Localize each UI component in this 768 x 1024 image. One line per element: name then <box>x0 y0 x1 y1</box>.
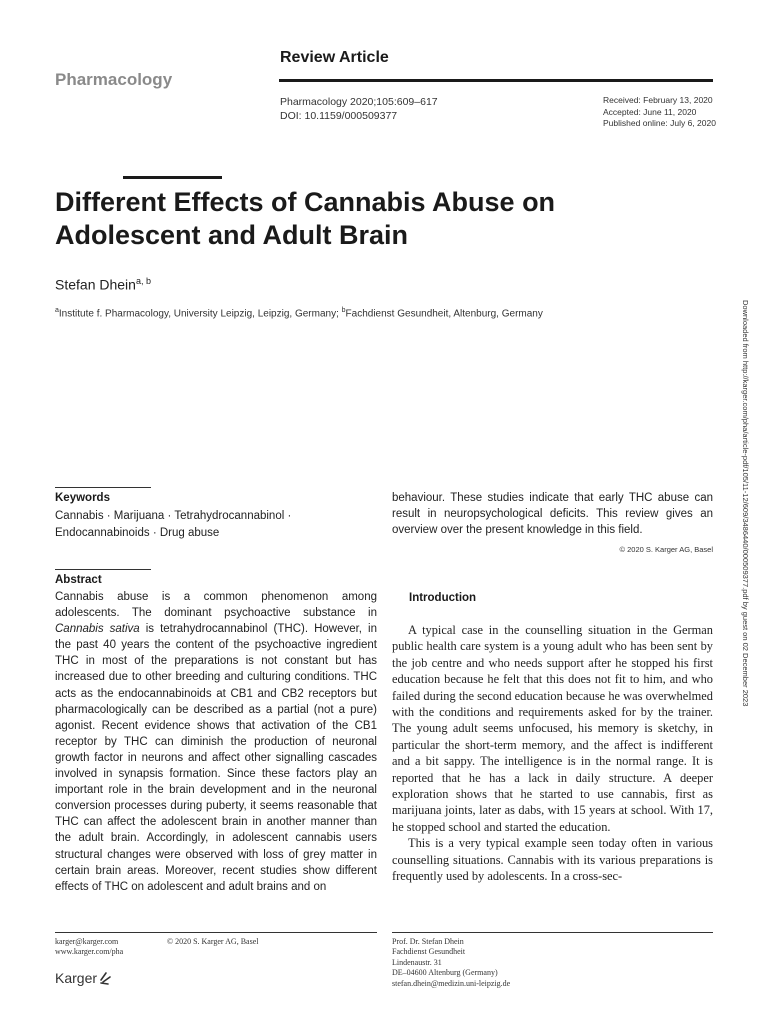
correspondence-city: DE–04600 Altenburg (Germany) <box>392 968 498 978</box>
publisher-contact <box>55 937 123 958</box>
karger-logo-icon <box>99 970 113 986</box>
journal-name: Pharmacology <box>55 70 173 89</box>
keywords-line-2: Endocannabinoids · Drug abuse <box>55 527 220 539</box>
download-note-text: Downloaded from http://karger.com/pha/article-pdf/105/11-12/609/3486440/000509377.pdf by guest on 02 December 2023 <box>741 300 750 707</box>
author <box>55 276 151 293</box>
citation: Pharmacology 2020;105:609–617 <box>280 96 438 108</box>
keywords-list <box>55 508 320 542</box>
abstract-species: Cannabis sativa <box>55 623 140 636</box>
introduction-body <box>392 622 713 885</box>
abstract-paragraph <box>55 589 377 895</box>
header-rule <box>279 79 713 82</box>
author-name: Stefan Dhein <box>55 276 136 293</box>
article-title <box>55 186 655 252</box>
affil-b: Fachdienst Gesundheit, Altenburg, Germany <box>345 308 543 320</box>
footer-rule-left <box>55 932 377 933</box>
abstract-rule <box>55 569 151 570</box>
article-type: Review Article <box>280 49 389 66</box>
affil-b-mark: b <box>341 307 346 314</box>
keywords-rule <box>55 487 151 488</box>
abstract-heading: Abstract <box>55 574 102 586</box>
abstract-text-1: Cannabis abuse is a common phenomenon among adolescents. The dominant psychoactive substance in <box>55 591 377 620</box>
footer-rule-right <box>392 932 713 933</box>
author-affiliation-marks: a, b <box>135 276 151 286</box>
correspondence-email[interactable]: stefan.dhein@medizin.uni-leipzig.de <box>392 978 511 988</box>
abstract-copyright: © 2020 S. Karger AG, Basel <box>619 545 713 554</box>
dates-block <box>603 95 716 130</box>
keywords-heading: Keywords <box>55 492 110 504</box>
correspondence-name: Prof. Dr. Stefan Dhein <box>392 937 464 946</box>
correspondence-org: Fachdienst Gesundheit <box>392 947 466 957</box>
footer-copyright: © 2020 S. Karger AG, Basel <box>167 937 259 946</box>
keywords-line-1: Cannabis · Marijuana · Tetrahydrocannabinol · <box>55 510 292 522</box>
received-date: Received: February 13, 2020 <box>603 95 713 105</box>
publisher-web[interactable]: www.karger.com/pha <box>55 947 124 957</box>
doi[interactable]: DOI: 10.1159/000509377 <box>280 110 398 122</box>
correspondence-block <box>392 937 510 989</box>
affiliations <box>55 307 543 319</box>
abstract-body <box>55 589 377 895</box>
accepted-date: Accepted: June 11, 2020 <box>603 106 697 117</box>
karger-logo-text: Karger <box>55 970 98 986</box>
published-date: Published online: July 6, 2020 <box>603 118 716 128</box>
title-rule <box>123 176 222 179</box>
citation-block <box>280 95 438 123</box>
abstract-text-2: is tetrahydrocannabinol (THC). However, in the past 40 years the content of the psychoactive ingredient THC in most of the preparations is not constant but has increased due to other breeding and culturing conditions. THC acts as the endocannabinoids at CB1 and CB2 receptors but pharmacologically can be described as a partial (not a pure) agonist. Recent evidence shows that activation of the CB1 receptor by THC can diminish the production of neuronal growth factor in neurons and affect other signalling cascades involved in synapsis formation. Since these factors play an important role in the brain development and in the neuronal conversion processes during puberty, it seems reasonable that THC can affect the adolescent brain in another manner than the adult brain. Accordingly, in adolescent cannabis users structural changes were observed with loss of grey matter in certain brain areas. Moreover, recent studies show different effects of THC on adolescent and adult brains and on <box>55 623 377 893</box>
introduction-paragraph-1: A typical case in the counselling situation in the German public health care system is a young adult who has been sent by the job centre and who needs support after he stopped his first education because he felt that this does not fit to him, and who failed during the second education because he was overwhelmed with the conditions and requirements asked for by the trainer. The young adult seems unfocused, his memory is sketchy, in particular the short-term memory, and the affect is indifferent and a bit sappy. The intelligence is in the normal range. It is reported that he has a lack in daily structure. A deeper exploration shows that he started to use cannabis, first as marijuana joints, later as dabs, with 15 years at school. With 17, he stopped school and started the education. <box>392 623 713 834</box>
abstract-continued: behaviour. These studies indicate that early THC abuse can result in neuropsychological deficits. This review gives an overview over the present knowledge in this field. <box>392 492 713 537</box>
publisher-email[interactable]: karger@karger.com <box>55 937 119 946</box>
introduction-paragraph-2: This is a very typical example seen today often in various counselling situations. Cannabis with its various preparations is frequently used by adolescents. In a cross-sec- <box>392 836 713 884</box>
title-line-1: Different Effects of Cannabis Abuse on <box>55 187 556 217</box>
title-line-2: Adolescent and Adult Brain <box>55 220 409 250</box>
affil-a-mark: a <box>55 307 59 314</box>
introduction-heading: Introduction <box>409 592 477 604</box>
affil-a: Institute f. Pharmacology, University Leipzig, Leipzig, Germany; <box>58 308 342 320</box>
correspondence-street: Lindenaustr. 31 <box>392 957 442 967</box>
karger-logo <box>55 970 113 986</box>
